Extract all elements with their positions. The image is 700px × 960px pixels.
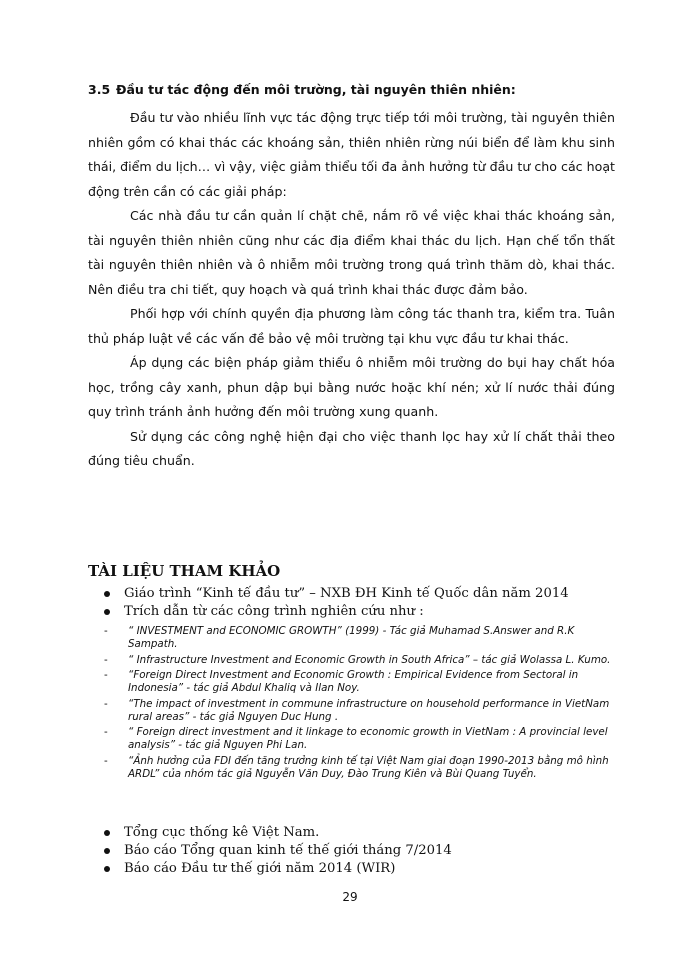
study-text: “The impact of investment in commune infrastructure on household performance in VietNam rural areas” - tác giả Nguyen Duc Hung . (128, 697, 610, 723)
reference-text: Giáo trình “Kinh tế đầu tư” – NXB ĐH Kinh tế Quốc dân năm 2014 (124, 586, 569, 601)
list-item (104, 625, 624, 651)
page-number: 29 (342, 890, 358, 904)
dash-marker: - (104, 625, 108, 637)
reference-text: Báo cáo Đầu tư thế giới năm 2014 (WIR) (124, 861, 396, 876)
reference-text: Tổng cục thống kê Việt Nam. (124, 825, 320, 840)
bullet-icon (104, 848, 110, 854)
list-item (98, 603, 618, 621)
section-body (88, 106, 615, 474)
dash-marker: - (104, 653, 108, 666)
list-item (98, 585, 618, 603)
list-item (104, 755, 624, 781)
dash-marker: - (104, 754, 108, 767)
study-text: “ Infrastructure Investment and Economic Growth in South Africa” – tác giả Wolassa L. Kumo. (128, 653, 611, 666)
list-item (104, 669, 624, 695)
study-text: “ INVESTMENT and ECONOMIC GROWTH” (1999) - Tác giả Muhamad S.Answer and R.K Sampath. (128, 625, 575, 650)
bullet-icon (104, 866, 110, 872)
paragraph: Các nhà đầu tư cần quản lí chặt chẽ, nắm rõ về việc khai thác khoáng sản, tài nguyên thiên nhiên cũng như các địa điểm khai thác du lịch. Hạn chế tổn thất tài nguyên thiên nhiên và ô nhiễm môi trường trong quá trình thăm dò, khai thác. Nên điều tra chi tiết, quy hoạch và quá trình khai thác được đảm bảo. (88, 208, 615, 297)
dash-marker: - (104, 697, 108, 710)
section-number: 3.5 (88, 82, 111, 97)
bullet-icon (104, 830, 110, 836)
section-title: Đầu tư tác động đến môi trường, tài nguyên thiên nhiên: (116, 82, 516, 97)
references-top-list (98, 585, 618, 621)
list-item (104, 654, 624, 667)
bullet-icon (104, 609, 110, 615)
paragraph: Đầu tư vào nhiều lĩnh vực tác động trực tiếp tới môi trường, tài nguyên thiên nhiên gồm có khai thác các khoáng sản, thiên nhiên rừng núi biển để làm khu sinh thái, điểm du lịch… vì vậy, việc giảm thiểu tối đa ảnh hưởng từ đầu tư cho các hoạt động trên cần có các giải pháp: (88, 110, 615, 199)
study-text: “ Foreign direct investment and it linkage to economic growth in VietNam : A provincial level analysis” - tác giả Nguyen Phi Lan. (128, 726, 608, 751)
section-heading (88, 82, 628, 97)
list-item (104, 726, 624, 752)
references-bottom-list (98, 824, 618, 878)
references-title: TÀI LIỆU THAM KHẢO (88, 562, 281, 580)
bullet-icon (104, 591, 110, 597)
paragraph: Sử dụng các công nghệ hiện đại cho việc thanh lọc hay xử lí chất thải theo đúng tiêu chuẩn. (88, 428, 615, 468)
list-item (98, 824, 618, 842)
list-item (98, 860, 618, 878)
dash-marker: - (104, 669, 108, 681)
paragraph: Áp dụng các biện pháp giảm thiểu ô nhiễm môi trường do bụi hay chất hóa học, trồng cây xanh, phun dập bụi bằng nước hoặc khí nén; xử lí nước thải đúng quy trình tránh ảnh hưởng đến môi trường xung quanh. (88, 355, 615, 419)
reference-text: Trích dẫn từ các công trình nghiên cứu như : (124, 604, 424, 619)
list-item (104, 698, 624, 724)
list-item (98, 842, 618, 860)
studies-list (104, 625, 624, 783)
paragraph: Phối hợp với chính quyền địa phương làm công tác thanh tra, kiểm tra. Tuân thủ pháp luật về các vấn đề bảo vệ môi trường tại khu vực đầu tư khai thác. (88, 306, 615, 346)
study-text: “Foreign Direct Investment and Economic Growth : Empirical Evidence from Sectoral in Indonesia” - tác giả Abdul Khaliq và Ilan Noy. (128, 669, 579, 694)
study-text: “Ảnh hưởng của FDI đến tăng trưởng kinh tế tại Việt Nam giai đoạn 1990-2013 bằng mô hình ARDL” của nhóm tác giả Nguyễn Văn Duy, Đào Trung Kiên và Bùi Quang Tuyển. (128, 754, 609, 780)
reference-text: Báo cáo Tổng quan kinh tế thế giới tháng 7/2014 (124, 843, 452, 858)
dash-marker: - (104, 726, 108, 738)
